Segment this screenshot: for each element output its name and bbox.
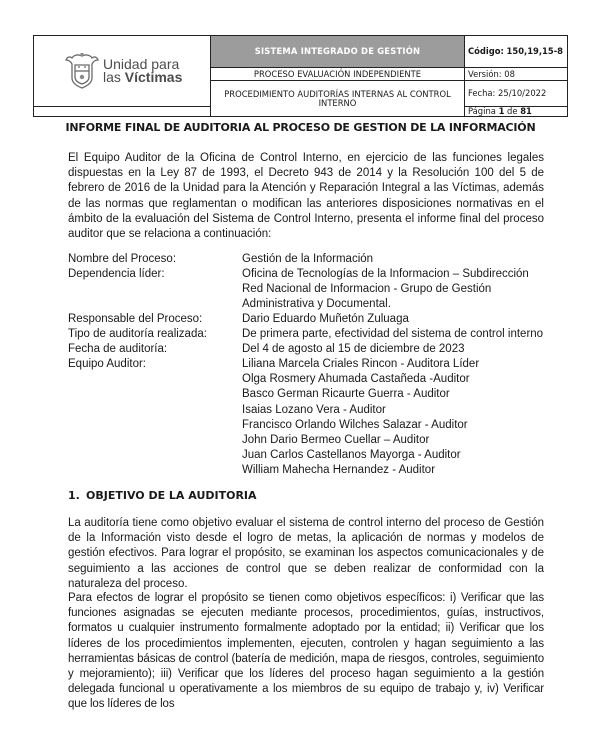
logo-wordmark [103, 58, 182, 84]
audit-type-value: De primera parte, efectividad del sistema de control interno [242, 328, 544, 340]
document-header-table [33, 35, 568, 117]
document-date: Fecha: 25/10/2022 [465, 81, 568, 107]
process-value: Gestión de la Información [242, 253, 374, 265]
section-title: OBJETIVO DE LA AUDITORIA [86, 489, 257, 502]
team-member: Liliana Marcela Criales Rincon - Auditora Líder [242, 358, 480, 370]
audit-date-label: Fecha de auditoría: [68, 343, 168, 355]
audit-type-label: Tipo de auditoría realizada: [68, 328, 207, 340]
audit-date-value: Del 4 de agosto al 15 de diciembre de 2023 [242, 343, 465, 355]
lead-label: Dependencia líder: [68, 268, 165, 280]
page-number: Página 1 de 81 [465, 107, 568, 117]
owner-value: Dario Eduardo Muñetón Zuluaga [242, 313, 409, 325]
process-label: Nombre del Proceso: [68, 253, 177, 265]
lead-value: Oficina de Tecnologías de la Informacion – Subdirección Red Nacional de Informacion - Grupo de Gestión Administrativa y Documental. [242, 268, 529, 311]
document-version: Versión: 08 [465, 68, 568, 81]
specific-objectives-paragraph: Para efectos de lograr el propósito se tienen como objetivos específicos: i) Verificar que las funciones asignadas se ejecuten mediante procesos, procedimientos, guías, instructivos, formatos u cualquier instrumento formalmente adoptado por la entidad; ii) Verificar que los líderes de los procedimientos implementen, ejecuten, controlen y hagan seguimiento a las herramientas básicas de control (batería de medición, mapa de riesgos, controles, seguimiento y mejoramiento); iii) Verificar que los líderes del proceso hagan seguimiento a la gestión delegada funcional u operativamente a los miembros de su equipo de trabajo y, iv) Verificar que los líderes de los [68, 592, 544, 711]
institution-logo [34, 36, 210, 106]
system-name: SISTEMA INTEGRADO DE GESTIÓN [211, 36, 465, 68]
team-member: John Dario Bermeo Cuellar – Auditor [242, 433, 430, 446]
team-label: Equipo Auditor: [68, 358, 147, 370]
logo-cell [34, 36, 211, 107]
process-name: PROCESO EVALUACIÓN INDEPENDIENTE [211, 68, 465, 81]
report-title: INFORME FINAL DE AUDITORIA AL PROCESO DE GESTION DE LA INFORMACIÓN [65, 121, 536, 134]
team-member: Francisco Orlando Wilches Salazar - Auditor [242, 418, 468, 431]
team-member: Isaias Lozano Vera - Auditor [242, 403, 386, 416]
team-member: Basco German Ricaurte Guerra - Auditor [242, 388, 450, 401]
team-member: Olga Rosmery Ahumada Castañeda -Auditor [242, 373, 470, 386]
intro-paragraph: El Equipo Auditor de la Oficina de Control Interno, en ejercicio de las funciones legales dispuestas en la Ley 87 de 1993, el Decreto 943 de 2014 y la Resolución 100 del 5 de febrero de 2016 de la Unidad para la Atención y Reparación Integral a las Víctimas, además de las normas que reglamentan o modifican las anteriores disposiciones normativas en el ámbito de la evaluación del Sistema de Control Interno, presenta el informe final del proceso auditor que se relaciona a continuación: [68, 152, 544, 241]
logo-line-2: las Víctimas [103, 69, 183, 85]
logo-cell-bottom [34, 107, 211, 117]
team-member: Juan Carlos Castellanos Mayorga - Auditor [242, 449, 461, 462]
coat-of-arms-icon [64, 52, 100, 90]
procedure-name: PROCEDIMIENTO AUDITORÍAS INTERNAS AL CONTROL INTERNO [211, 81, 465, 117]
team-member: William Mahecha Hernandez - Auditor [242, 464, 436, 477]
section-number: 1. [68, 489, 80, 502]
section-heading [68, 489, 257, 502]
audit-team-list [242, 357, 544, 479]
document-code: Código: 150,19,15-8 [465, 36, 568, 68]
owner-label: Responsable del Proceso: [68, 313, 203, 325]
logo-line-1: Unidad para [103, 56, 180, 72]
objective-paragraph: La auditoría tiene como objetivo evaluar el sistema de control interno del proceso de Gestión de la Información visto desde el logro de metas, la aplicación de normas y modelos de gestión efectivos. Para lograr el propósito, se examinan los aspectos comunicacionales y de seguimiento a las acciones de control que se deben realizar de conformidad con la naturaleza del proceso. [68, 517, 544, 590]
